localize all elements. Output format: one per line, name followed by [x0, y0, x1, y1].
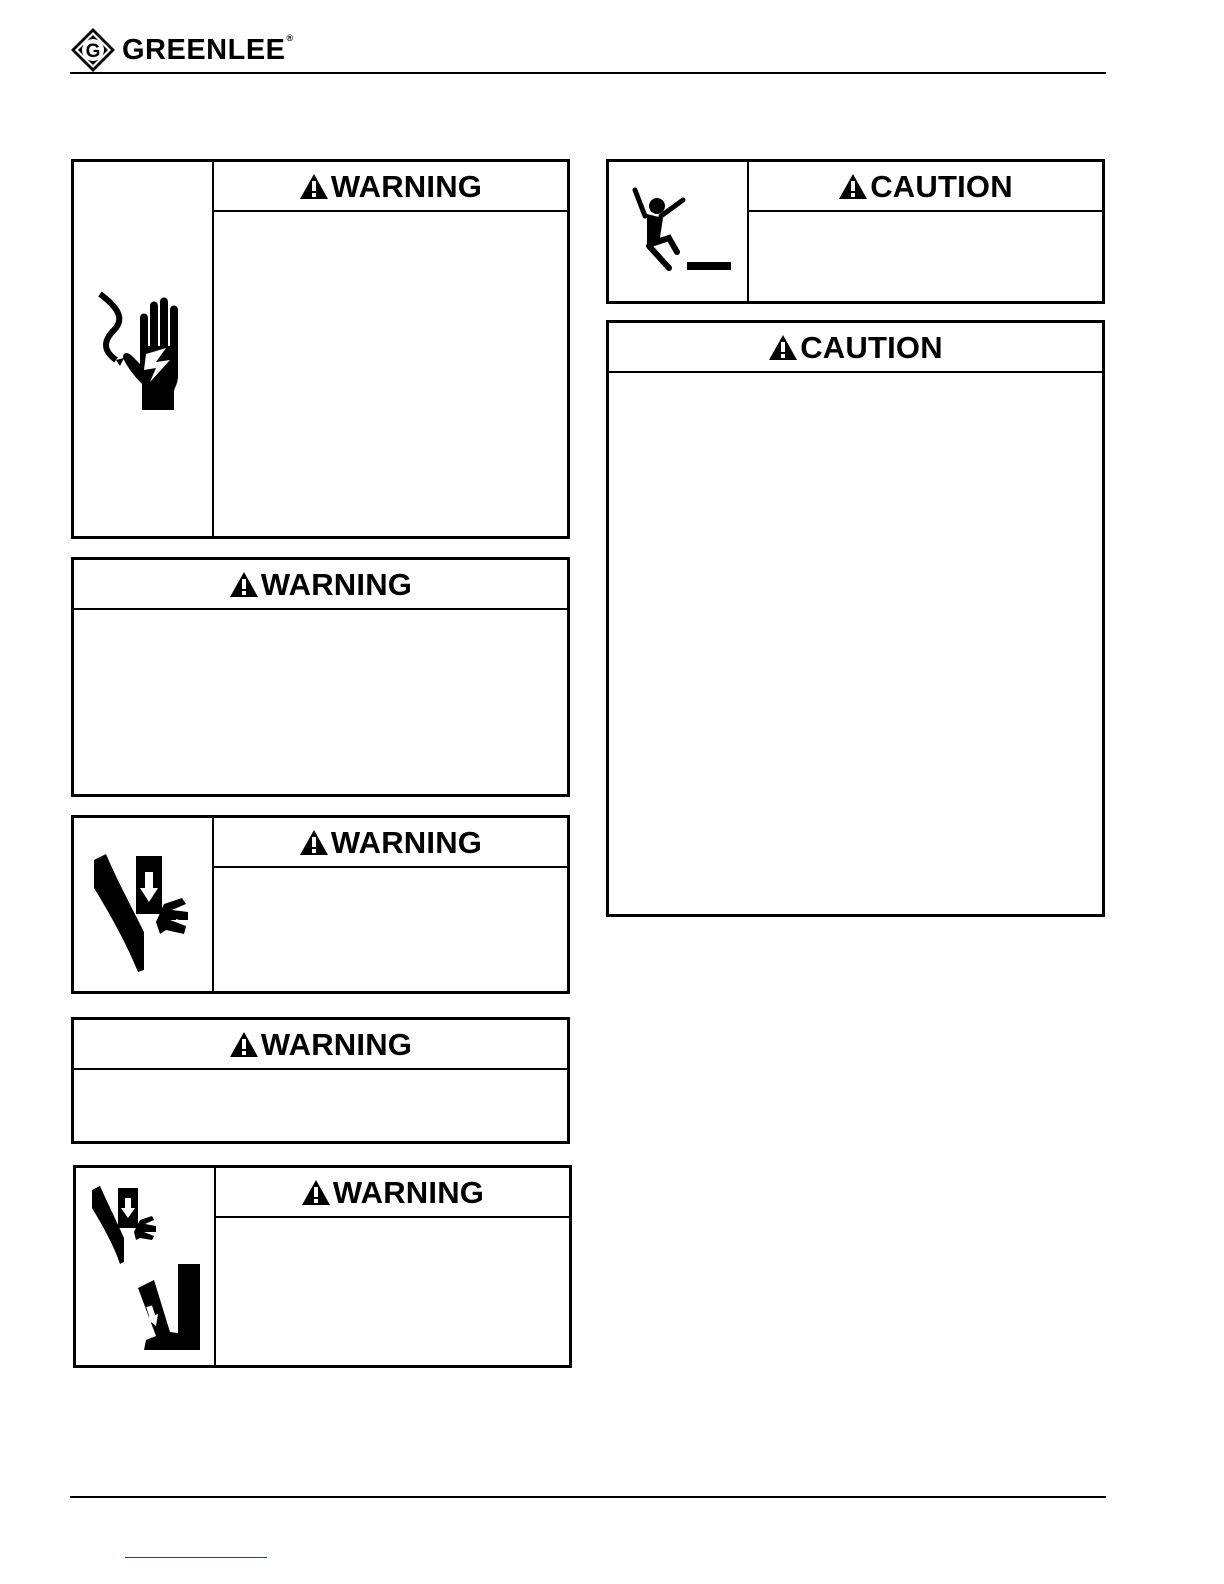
panel-content: [74, 1020, 567, 1141]
panel-label: WARNING: [332, 1174, 485, 1210]
panel-header: [216, 1168, 569, 1218]
caution-panel-slip: [606, 159, 1105, 304]
panel-content: [214, 162, 567, 536]
icon-cell: [74, 818, 214, 991]
panel-body: [214, 212, 567, 536]
panel-header: [74, 1020, 567, 1070]
panel-label: CAUTION: [800, 329, 943, 365]
footer-rule: [70, 1496, 1106, 1498]
caution-panel-plain: [606, 320, 1105, 917]
warning-panel-plain-1: [71, 557, 570, 797]
caution-triangle-icon: [768, 334, 798, 361]
icon-cell: [74, 162, 214, 536]
page-header: [70, 28, 1106, 74]
panel-body: [214, 868, 567, 991]
brand-name: [122, 32, 294, 66]
panel-body: [749, 212, 1102, 301]
icon-cell: [76, 1168, 216, 1365]
hand-foot-crush-icon: [88, 1182, 208, 1352]
panel-content: [749, 162, 1102, 301]
panel-header: [74, 560, 567, 610]
warning-triangle-icon: [299, 173, 329, 200]
panel-label: WARNING: [330, 824, 483, 860]
warning-panel-crush-hand-foot: [73, 1165, 572, 1368]
warning-panel-crush-hand: [71, 815, 570, 994]
footer-link-underline[interactable]: [125, 1557, 267, 1558]
panel-header: [749, 162, 1102, 212]
panel-header: [214, 162, 567, 212]
slip-fall-icon: [625, 182, 735, 292]
warning-triangle-icon: [301, 1179, 331, 1206]
panel-body: [216, 1218, 569, 1365]
warning-triangle-icon: [299, 829, 329, 856]
brand-text: GREENLEE: [122, 33, 286, 66]
warning-panel-plain-2: [71, 1017, 570, 1144]
logo-letter: G: [85, 41, 101, 62]
panel-header: [214, 818, 567, 868]
panel-content: [214, 818, 567, 991]
panel-label: WARNING: [260, 566, 413, 602]
header-rule: [70, 72, 1106, 74]
greenlee-logo: [70, 30, 294, 70]
icon-cell: [609, 162, 749, 301]
panel-body: [609, 373, 1102, 914]
caution-triangle-icon: [838, 173, 868, 200]
warning-panel-electric: [71, 159, 570, 539]
warning-triangle-icon: [229, 1031, 259, 1058]
greenlee-diamond-logo-icon: [70, 27, 116, 73]
panel-content: [216, 1168, 569, 1365]
registered-mark: ®: [286, 32, 294, 43]
panel-label: WARNING: [330, 168, 483, 204]
panel-content: [74, 560, 567, 794]
electric-shock-hand-icon: [94, 288, 194, 418]
panel-body: [74, 1070, 567, 1141]
panel-header: [609, 323, 1102, 373]
panel-body: [74, 610, 567, 794]
panel-label: WARNING: [260, 1026, 413, 1062]
warning-triangle-icon: [229, 571, 259, 598]
panel-label: CAUTION: [870, 168, 1013, 204]
panel-content: [609, 323, 1102, 914]
hand-crush-icon: [90, 848, 200, 978]
